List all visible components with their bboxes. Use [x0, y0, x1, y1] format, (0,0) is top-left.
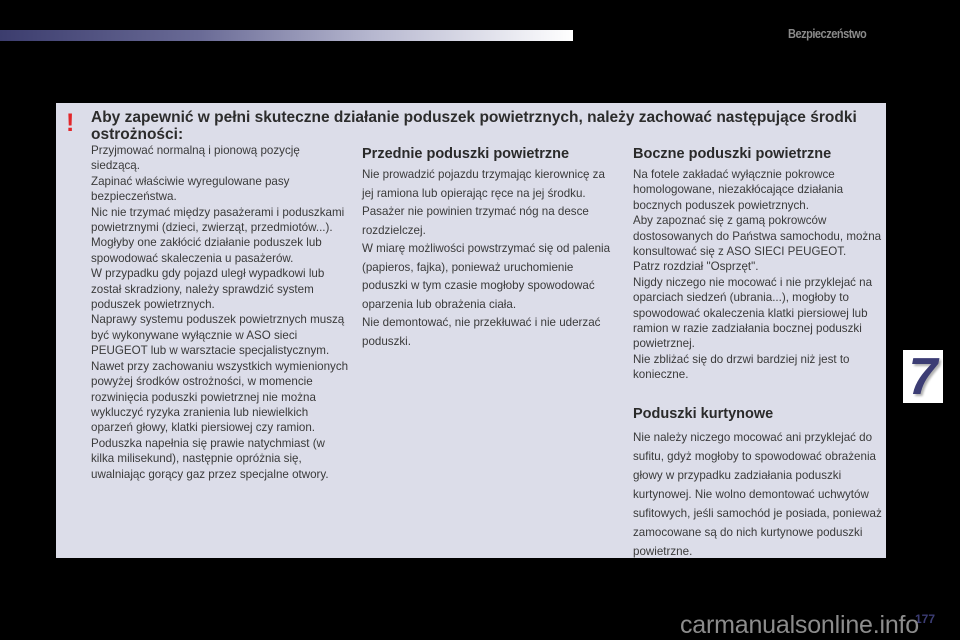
paragraph: Nawet przy zachowaniu wszystkich wymienionych powyżej środków ostrożności, w momencie rozwinięcia poduszki powietrznej nie można wykluczyć ryzyka zranienia lub niewielkich oparzeń głowy, klatki piersiowej czy ramion. Poduszka napełnia się prawie natychmiast (w kilka milisekund), następnie opróżnia się, uwalniając gorący gaz przez specjalne otwory.	[91, 359, 349, 481]
paragraph: Nic nie trzymać między pasażerami i poduszkami powietrznymi (dzieci, zwierząt, przedmiotów...). Mogłyby one zakłócić działanie poduszek lub spowodować skaleczenia u pasażerów.	[91, 205, 345, 265]
paragraph: Pasażer nie powinien trzymać nóg na desce rozdzielczej.	[362, 205, 589, 237]
watermark: carmanualsonline.info	[680, 611, 920, 639]
paragraph: Naprawy systemu poduszek powietrznych muszą być wykonywane wyłącznie w ASO sieci PEUGEOT lub w warsztacie specjalistycznym.	[91, 313, 345, 358]
side-airbags-heading: Boczne poduszki powietrzne	[633, 146, 832, 162]
front-airbags-column	[362, 146, 612, 351]
paragraph: Nie demontować, nie przekłuwać i nie uderzać poduszki.	[362, 316, 601, 348]
chapter-tab[interactable]	[903, 347, 943, 406]
side-airbags-column	[633, 146, 889, 383]
page-number: 177	[915, 612, 936, 626]
warning-title: Aby zapewnić w pełni skuteczne działanie poduszek powietrznych, należy zachować następujące środki ostrożności:	[91, 109, 857, 143]
paragraph: Zapinać właściwie wyregulowane pasy bezpieczeństwa.	[91, 174, 290, 204]
left-column	[91, 143, 351, 482]
paragraph: W miarę możliwości powstrzymać się od palenia (papieros, fajka), ponieważ uruchomienie poduszki w tym czasie mogłoby spowodować oparzenia lub obrażenia ciała.	[362, 242, 611, 311]
paragraph: Na fotele zakładać wyłącznie pokrowce homologowane, niezakłócające działania bocznych poduszek powietrznych.	[633, 168, 844, 212]
front-airbags-heading: Przednie poduszki powietrzne	[362, 146, 570, 162]
paragraph: Aby zapoznać się z gamą pokrowców dostosowanych do Państwa samochodu, można konsultować się z ASO SIECI PEUGEOT.	[633, 214, 882, 259]
paragraph: Nie zbliżać się do drzwi bardziej niż jest to konieczne.	[633, 352, 850, 382]
exclamation-icon: !	[66, 109, 75, 137]
curtain-airbags-section	[633, 406, 889, 561]
header-gradient-bar	[0, 30, 573, 41]
chapter-number: 7	[908, 347, 938, 406]
curtain-airbags-heading: Poduszki kurtynowe	[633, 406, 774, 422]
paragraph: Nie należy niczego mocować ani przyklejać do sufitu, gdyż mogłoby to spowodować obrażenia głowy w przypadku zadziałania poduszki kurtynowej. Nie wolno demontować uchwytów sufitowych, jeśli samochód je posiada, ponieważ zamocowane są do nich kurtynowe poduszki powietrzne.	[633, 431, 882, 558]
section-title: Bezpieczeństwo	[788, 26, 867, 41]
paragraph: Patrz rozdział "Osprzęt".	[633, 260, 759, 274]
paragraph: Nie prowadzić pojazdu trzymając kierownicę za jej ramiona lub opierając ręce na jej środku.	[362, 168, 605, 200]
paragraph: Przyjmować normalną i pionową pozycję siedzącą.	[91, 144, 300, 173]
paragraph: Nigdy niczego nie mocować i nie przyklejać na oparciach siedzeń (ubrania...), mogłoby to spowodować okaleczenia klatki piersiowej lub ramion w razie zadziałania bocznej poduszki powietrznej.	[633, 275, 873, 351]
warning-panel	[56, 103, 886, 558]
paragraph: W przypadku gdy pojazd uległ wypadkowi lub został skradziony, należy sprawdzić system poduszek powietrznych.	[91, 267, 325, 312]
